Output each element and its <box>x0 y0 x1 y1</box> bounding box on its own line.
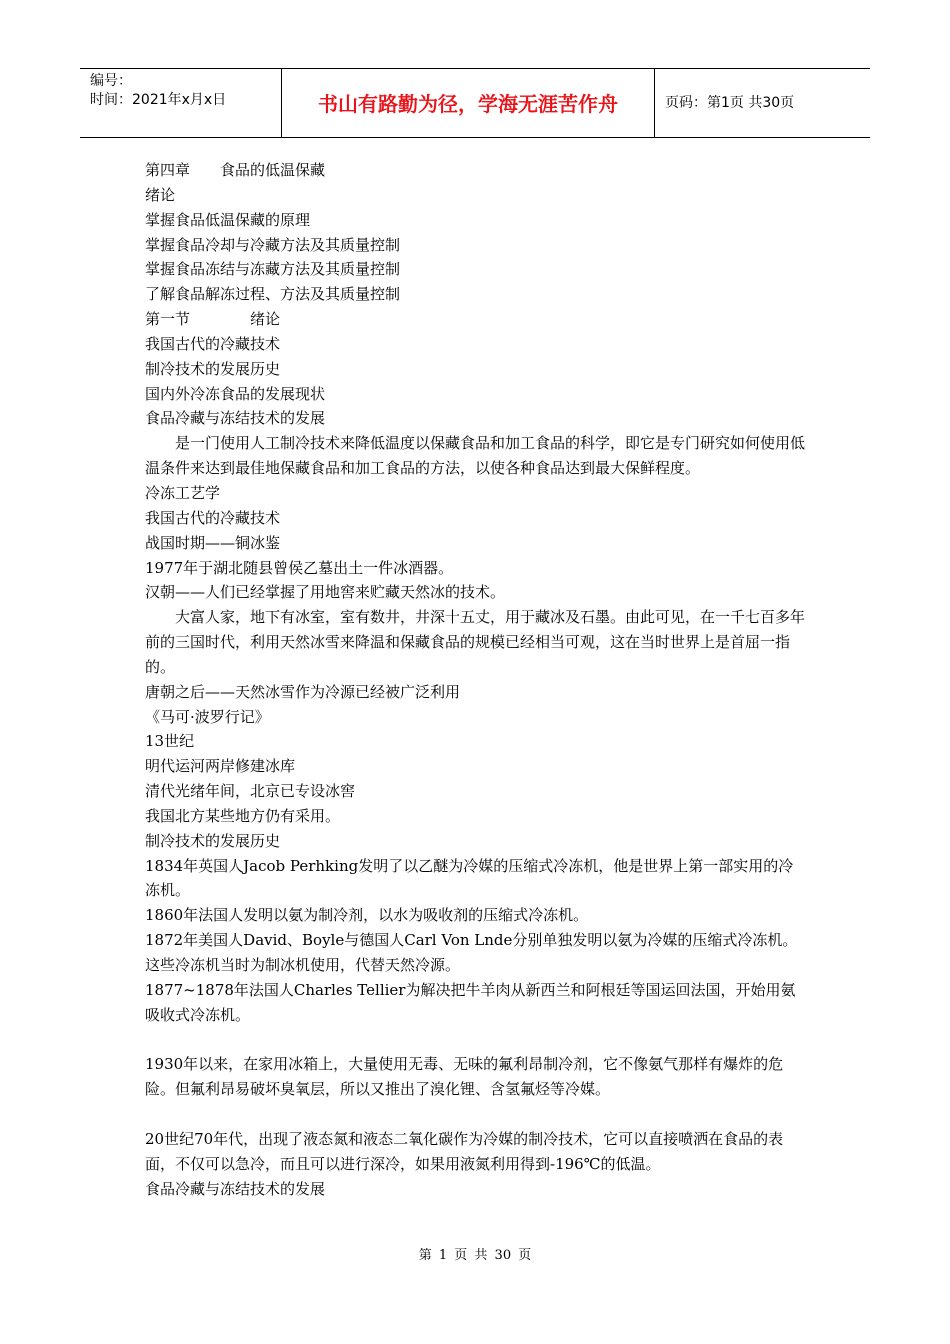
history-paragraph: 1872年美国人David、Boyle与德国人Carl Von Lnde分别单独发明以氨为冷媒的压缩式冷冻机。这些冷冻机当时为制冰机使用，代替天然冷源。 <box>145 931 798 974</box>
outline-line: 食品冷藏与冻结技术的发展 <box>145 409 326 428</box>
page-header <box>80 68 870 138</box>
document-body <box>145 158 805 1201</box>
text-line: 1977年于湖北随县曾侯乙墓出土一件冰酒器。 <box>145 558 454 577</box>
outline-line: 我国古代的冷藏技术 <box>145 334 281 353</box>
header-right-cell <box>655 69 870 137</box>
text-line: 唐朝之后——天然冰雪作为冷源已经被广泛利用 <box>145 682 461 701</box>
subheading: 食品冷藏与冻结技术的发展 <box>145 1179 326 1198</box>
history-paragraph: 1860年法国人发明以氨为制冷剂，以水为吸收剂的压缩式冷冻机。 <box>145 906 589 925</box>
page-footer: 第 1 页 共 30 页 <box>418 1248 532 1263</box>
objective-line: 掌握食品低温保藏的原理 <box>145 210 311 229</box>
subheading: 制冷技术的发展历史 <box>145 831 281 850</box>
text-line: 冷冻工艺学 <box>145 483 221 502</box>
text-line: 我国北方某些地方仍有采用。 <box>145 806 341 825</box>
document-date-label: 时间：2021年x月x日 <box>90 92 227 108</box>
blank-line <box>145 1102 805 1127</box>
objective-line: 了解食品解冻过程、方法及其质量控制 <box>145 285 401 304</box>
header-left-cell <box>80 69 280 137</box>
header-motto-cell <box>281 69 655 137</box>
text-line: 清代光绪年间，北京已专设冰窖 <box>145 782 356 801</box>
outline-line: 制冷技术的发展历史 <box>145 359 281 378</box>
document-code-label: 编号： <box>90 73 132 89</box>
header-page-info: 页码：第1页 共30页 <box>665 95 795 111</box>
blank-line <box>145 1028 805 1053</box>
text-line: 明代运河两岸修建冰库 <box>145 757 296 776</box>
history-paragraph: 1834年英国人Jacob Perhking发明了以乙醚为冷媒的压缩式冷冻机，他是世界上第一部实用的冷冻机。 <box>145 856 794 900</box>
history-paragraph: 大富人家，地下有冰室，室有数井，井深十五丈，用于藏冰及石墨。由此可见，在一千七百多年前的三国时代，利用天然冰雪来降温和保藏食品的规模已经相当可观，这在当时世界上是首屈一指的。 <box>145 608 806 676</box>
text-line: 13世纪 <box>145 732 195 751</box>
text-line: 战国时期——铜冰鉴 <box>145 533 281 552</box>
outline-line: 国内外冷冻食品的发展现状 <box>145 384 326 403</box>
text-line: 《马可·波罗行记》 <box>145 707 270 726</box>
history-paragraph: 1877~1878年法国人Charles Tellier为解决把牛羊肉从新西兰和阿根廷等国运回法国，开始用氨吸收式冷冻机。 <box>145 980 796 1024</box>
history-paragraph: 1930年以来，在家用冰箱上，大量使用无毒、无味的氟利昂制冷剂，它不像氨气那样有爆炸的危险。但氟利昂易破坏臭氧层，所以又推出了溴化锂、含氢氟烃等冷媒。 <box>145 1055 784 1099</box>
section-heading: 绪论 <box>145 185 176 204</box>
definition-paragraph: 是一门使用人工制冷技术来降低温度以保藏食品和加工食品的科学，即它是专门研究如何使用低温条件来达到最佳地保藏食品和加工食品的方法，以使各种食品达到最大保鲜程度。 <box>145 434 806 478</box>
objective-line: 掌握食品冷却与冷藏方法及其质量控制 <box>145 235 401 254</box>
chapter-title: 第四章 食品的低温保藏 <box>145 161 326 179</box>
text-line: 汉朝——人们已经掌握了用地窖来贮藏天然冰的技术。 <box>145 583 506 602</box>
subheading: 我国古代的冷藏技术 <box>145 508 281 527</box>
header-motto: 书山有路勤为径，学海无涯苦作舟 <box>318 92 618 116</box>
objective-line: 掌握食品冻结与冻藏方法及其质量控制 <box>145 260 401 279</box>
history-paragraph: 20世纪70年代，出现了液态氮和液态二氧化碳作为冷媒的制冷技术，它可以直接喷洒在食品的表面，不仅可以急冷，而且可以进行深冷，如果用液氮利用得到-196℃的低温。 <box>145 1129 784 1173</box>
section-title: 第一节 绪论 <box>145 310 281 329</box>
